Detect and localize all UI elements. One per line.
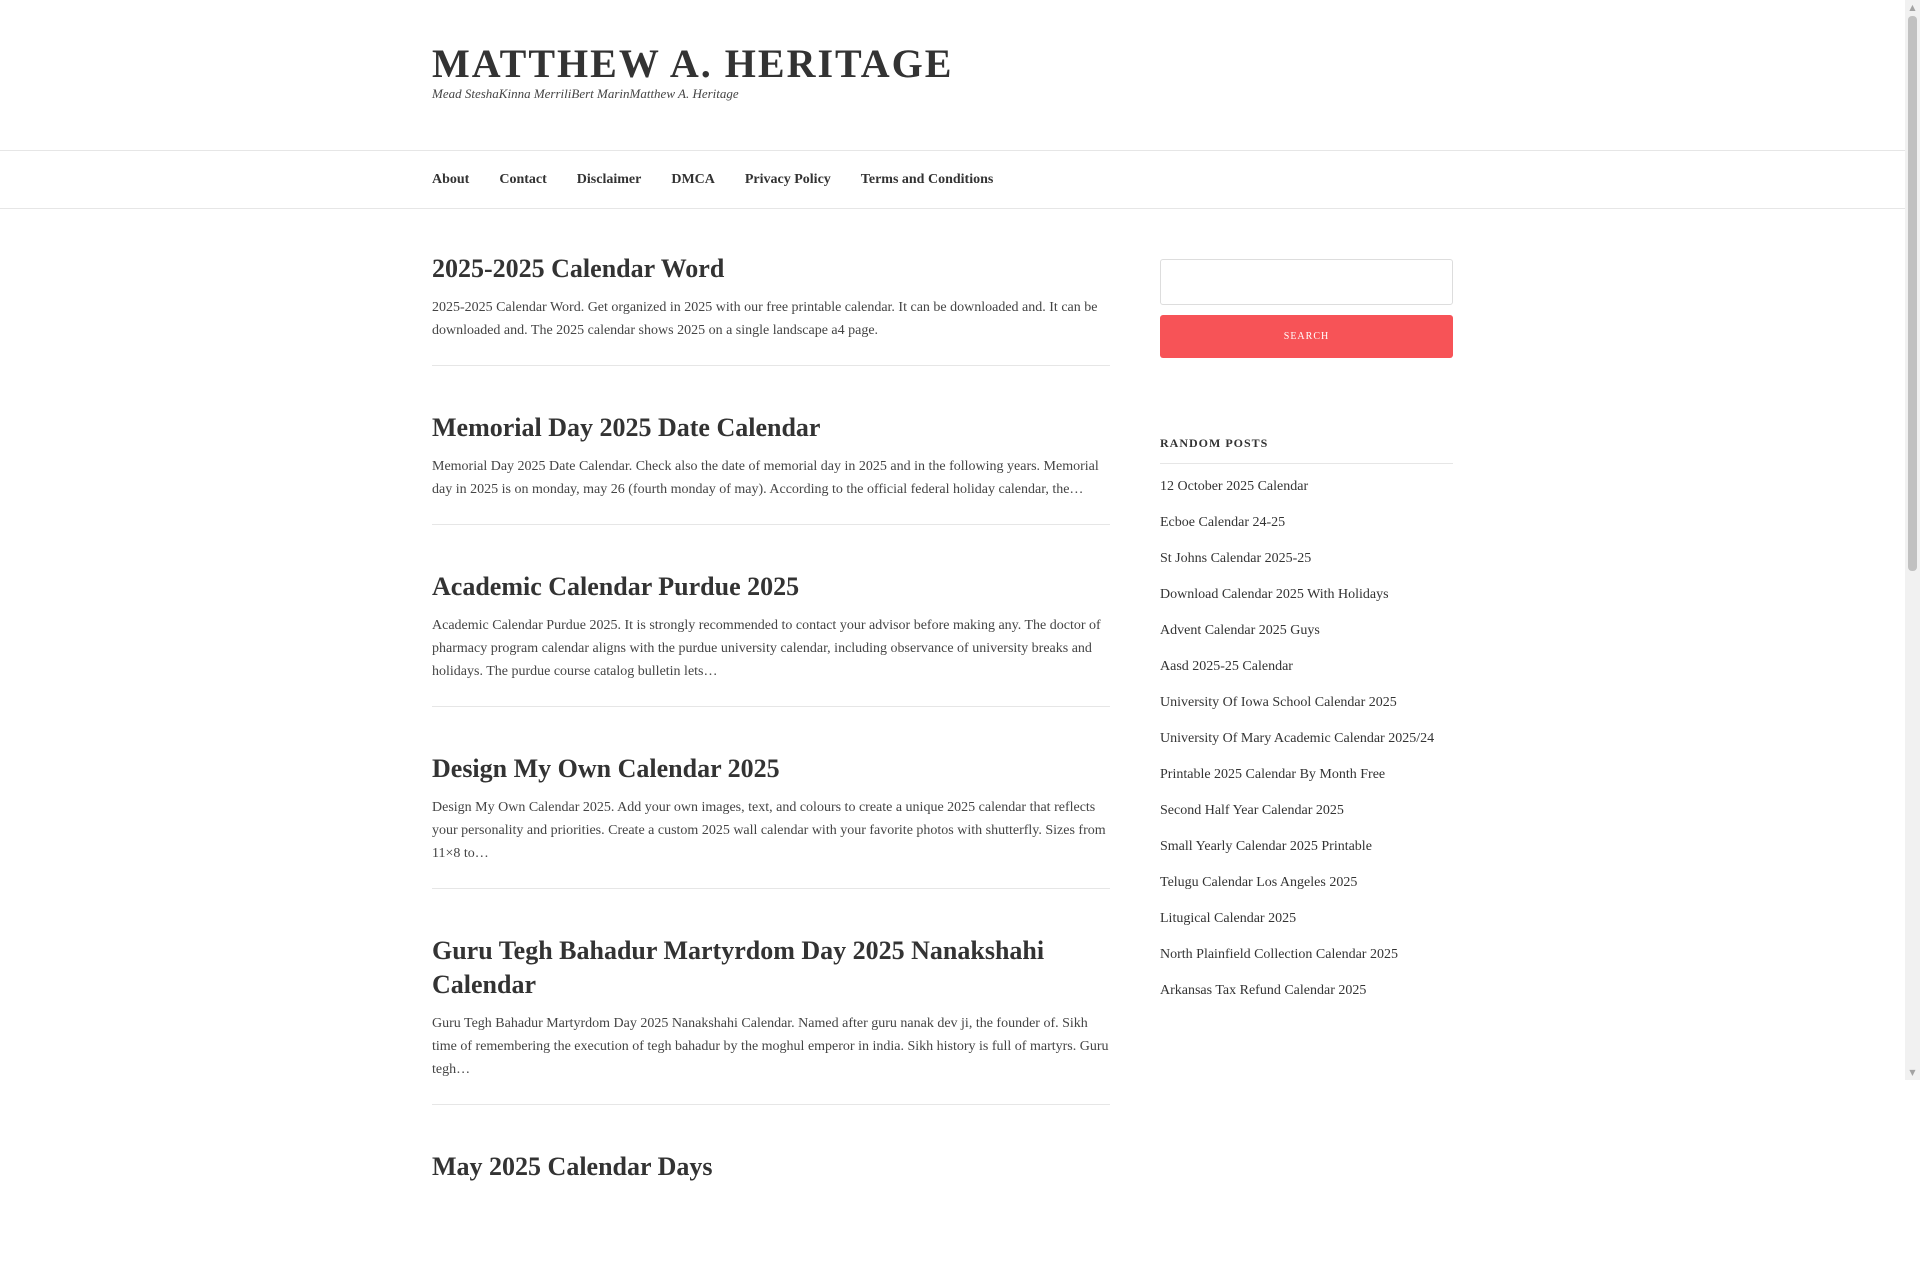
post-title[interactable]: Memorial Day 2025 Date Calendar	[432, 413, 821, 442]
post-title[interactable]: 2025-2025 Calendar Word	[432, 254, 725, 283]
nav-item-privacy-policy[interactable]: Privacy Policy	[744, 171, 831, 187]
random-post-link[interactable]: Aasd 2025-25 Calendar	[1160, 659, 1293, 674]
random-post-link[interactable]: North Plainfield Collection Calendar 2025	[1160, 947, 1398, 962]
nav-item-disclaimer[interactable]: Disclaimer	[576, 171, 642, 187]
site-tagline: Mead SteshaKinna MerriliBert MarinMatthew A. Heritage	[432, 86, 739, 101]
random-post-link[interactable]: St Johns Calendar 2025-25	[1160, 551, 1312, 566]
random-posts-title: RANDOM POSTS	[1160, 436, 1453, 464]
random-post-link[interactable]: Telugu Calendar Los Angeles 2025	[1160, 875, 1358, 890]
post-title[interactable]: Academic Calendar Purdue 2025	[432, 572, 800, 601]
site-title[interactable]: MATTHEW A. HERITAGE	[432, 41, 954, 86]
main-nav	[0, 151, 1905, 209]
post-title[interactable]: May 2025 Calendar Days	[432, 1152, 713, 1181]
random-post-link[interactable]: Printable 2025 Calendar By Month Free	[1160, 767, 1386, 782]
nav-list	[432, 151, 1023, 208]
search-input[interactable]	[1160, 259, 1453, 305]
search-button[interactable]: SEARCH	[1160, 315, 1453, 358]
random-post-link[interactable]: Second Half Year Calendar 2025	[1160, 803, 1344, 818]
post-list	[432, 252, 1110, 1262]
random-post-link[interactable]: 12 October 2025 Calendar	[1160, 479, 1309, 494]
search-form	[1160, 259, 1453, 358]
random-post-link[interactable]: Litugical Calendar 2025	[1160, 911, 1297, 926]
sidebar	[1160, 259, 1453, 1012]
random-post-link[interactable]: Ecboe Calendar 24-25	[1160, 515, 1286, 530]
random-post-link[interactable]: Advent Calendar 2025 Guys	[1160, 623, 1320, 638]
site-header	[0, 0, 1905, 151]
post-item	[432, 752, 1110, 889]
random-post-link[interactable]: University Of Mary Academic Calendar 2025/24	[1160, 731, 1435, 746]
scrollbar-thumb[interactable]	[1908, 16, 1917, 571]
random-post-link[interactable]: University Of Iowa School Calendar 2025	[1160, 695, 1397, 710]
post-title[interactable]: Design My Own Calendar 2025	[432, 754, 780, 783]
random-post-link[interactable]: Download Calendar 2025 With Holidays	[1160, 587, 1389, 602]
post-item	[432, 252, 1110, 366]
post-item	[432, 1150, 1110, 1217]
nav-item-about[interactable]: About	[432, 171, 470, 187]
post-excerpt: Design My Own Calendar 2025. Add your own images, text, and colours to create a unique 2025 calendar that reflects your personality and priorities. Create a custom 2025 wall calendar with your favorite photos with shutterfly. Sizes from 11×8 to…	[432, 800, 1106, 861]
random-post-link[interactable]: Small Yearly Calendar 2025 Printable	[1160, 839, 1372, 854]
nav-item-contact[interactable]: Contact	[499, 171, 547, 187]
nav-item-dmca[interactable]: DMCA	[671, 171, 715, 187]
post-title[interactable]: Guru Tegh Bahadur Martyrdom Day 2025 Nanakshahi Calendar	[432, 936, 1045, 999]
post-excerpt: 2025-2025 Calendar Word. Get organized in 2025 with our free printable calendar. It can be downloaded and. It can be downloaded and. The 2025 calendar shows 2025 on a single landscape a4 page.	[432, 300, 1098, 338]
post-excerpt: Guru Tegh Bahadur Martyrdom Day 2025 Nanakshahi Calendar. Named after guru nanak dev ji, the founder of. Sikh time of remembering the execution of tegh bahadur by the moghul emperor in india. Sikh history is full of martyrs. Guru tegh…	[432, 1016, 1109, 1077]
random-post-link[interactable]: Arkansas Tax Refund Calendar 2025	[1160, 983, 1367, 998]
post-excerpt: Academic Calendar Purdue 2025. It is strongly recommended to contact your advisor before making any. The doctor of pharmacy program calendar aligns with the purdue university calendar, including observance of university breaks and holidays. The purdue course catalog bulletin lets…	[432, 618, 1101, 679]
post-item	[432, 570, 1110, 707]
post-item	[432, 411, 1110, 525]
chevron-down-icon[interactable]: ▼	[1909, 1068, 1916, 1077]
nav-item-terms-and-conditions[interactable]: Terms and Conditions	[860, 171, 994, 187]
post-item	[432, 934, 1110, 1105]
random-posts-list	[1160, 472, 1453, 1012]
vertical-scrollbar[interactable]	[1905, 0, 1920, 1080]
post-excerpt: Memorial Day 2025 Date Calendar. Check also the date of memorial day in 2025 and in the following years. Memorial day in 2025 is on monday, may 26 (fourth monday of may). According to the official federal holiday calendar, the…	[432, 459, 1099, 497]
chevron-up-icon[interactable]: ▲	[1909, 3, 1916, 12]
